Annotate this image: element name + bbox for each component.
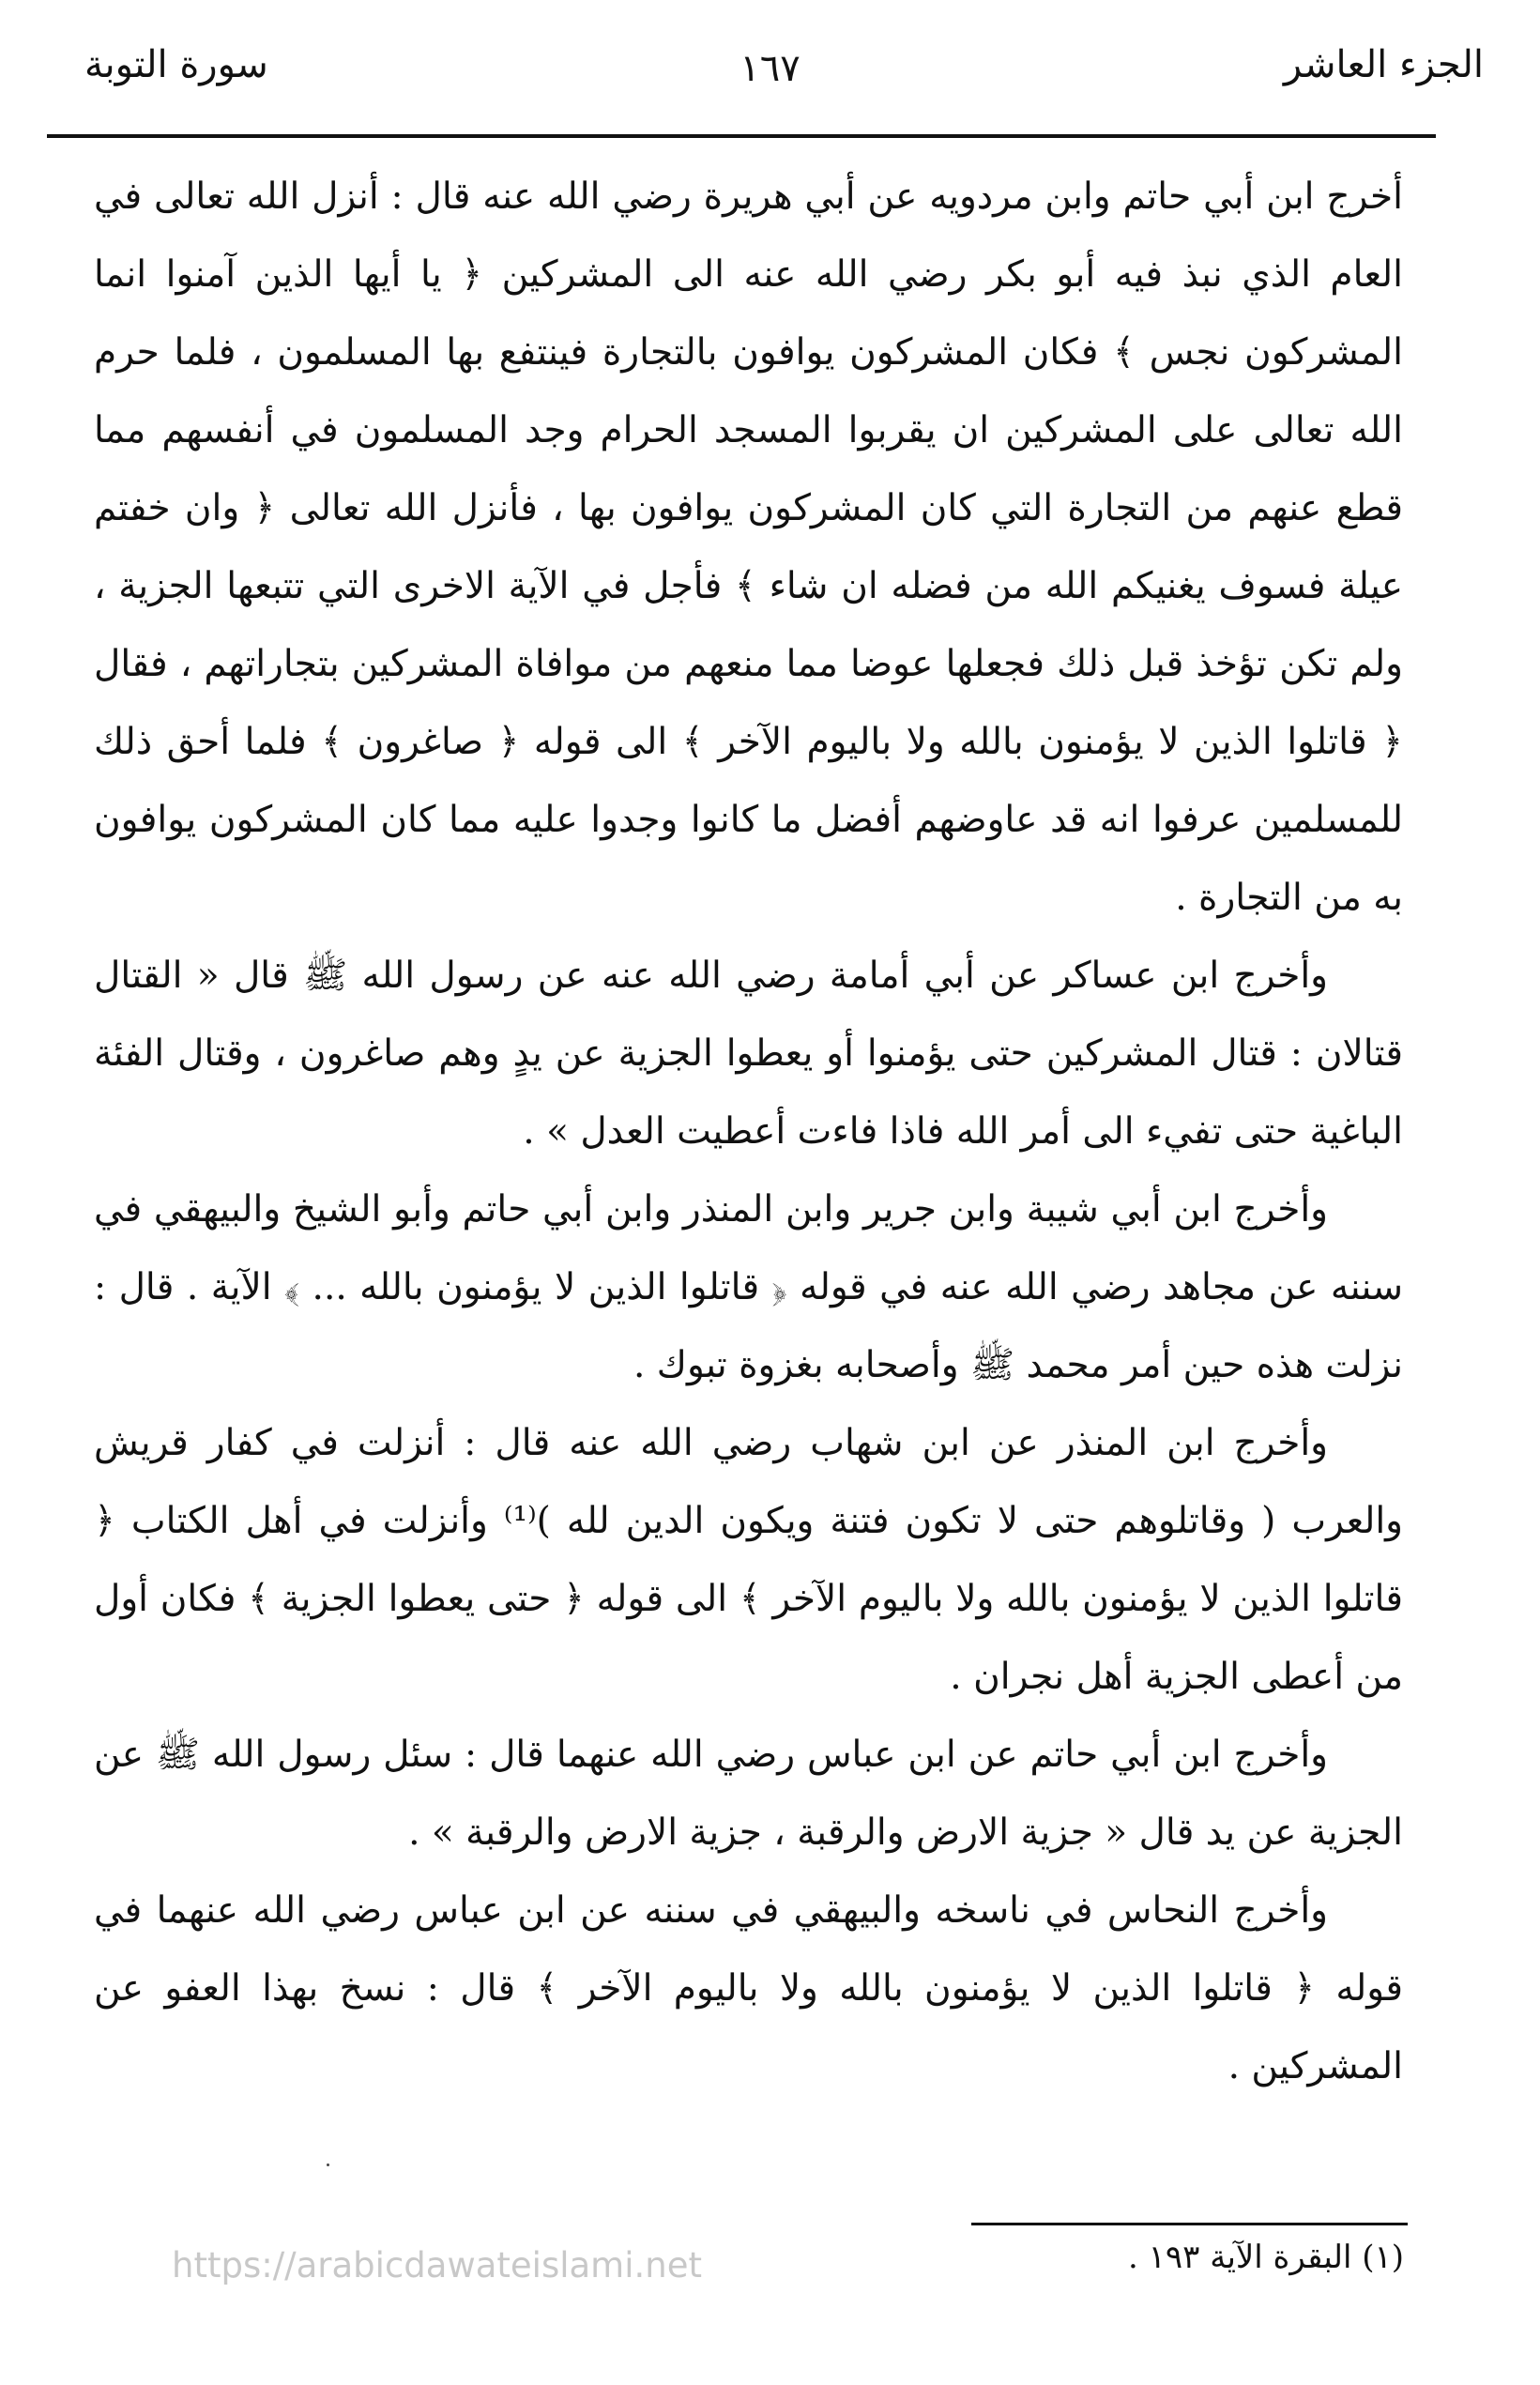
paragraph-6: وأخرج النحاس في ناسخه والبيهقي في سننه عن ابن عباس رضي الله عنهما في قوله ﴿ قاتلوا الذين لا يؤمنون بالله ولا باليوم الآخر ﴾ قال : نسخ بهذا العفو عن المشركين . bbox=[94, 1889, 1403, 2087]
paragraph-1: أخرج ابن أبي حاتم وابن مردويه عن أبي هريرة رضي الله عنه قال : أنزل الله تعالى في العام الذي نبذ فيه أبو بكر رضي الله عنه الى المشركين ﴿ يا أيها الذين آمنوا انما المشركون نجس ﴾ فكان المشركون يوافون بالتجارة فينتفع بها المسلمون ، فلما حرم الله تعالى على المشركين ان يقربوا المسجد الحرام وجد المسلمون في أنفسهم مما قطع عنهم من التجارة التي كان المشركون يوافون بها ، فأنزل الله تعالى ﴿ وان خفتم عيلة فسوف يغنيكم الله من فضله ان شاء ﴾ فأجل في الآية الاخرى التي تتبعها الجزية ، ولم تكن تؤخذ قبل ذلك فجعلها عوضا مما منعهم من موافاة المشركين بتجاراتهم ، فقال ﴿ قاتلوا الذين لا يؤمنون بالله ولا باليوم الآخر ﴾ الى قوله ﴿ صاغرون ﴾ فلما أحق ذلك للمسلمين عرفوا انه قد عاوضهم أفضل ما كانوا وجدوا عليه مما كان المشركون يوافون به من التجارة . bbox=[94, 176, 1403, 919]
page-header bbox=[47, 26, 1493, 111]
part-title: الجزء العاشر bbox=[1283, 43, 1484, 86]
header-divider bbox=[47, 134, 1436, 138]
paragraph-3: وأخرج ابن أبي شيبة وابن جرير وابن المنذر وابن أبي حاتم وأبو الشيخ والبيهقي في سننه عن مجاهد رضي الله عنه في قوله ﴿ قاتلوا الذين لا يؤمنون بالله ... ﴾ الآية . قال : نزلت هذه حين أمر محمد ﷺ وأصحابه بغزوة تبوك . bbox=[94, 1188, 1403, 1386]
scan-speck bbox=[327, 2163, 329, 2166]
surah-title: سورة التوبة bbox=[84, 43, 268, 86]
footnote-divider bbox=[971, 2223, 1408, 2225]
paragraph-4: وأخرج ابن المنذر عن ابن شهاب رضي الله عنه قال : أنزلت في كفار قريش والعرب ( وقاتلوهم حتى لا تكون فتنة ويكون الدين لله )⁽¹⁾ وأنزلت في أهل الكتاب ﴿ قاتلوا الذين لا يؤمنون بالله ولا باليوم الآخر ﴾ الى قوله ﴿ حتى يعطوا الجزية ﴾ فكان أول من أعطى الجزية أهل نجران . bbox=[94, 1422, 1403, 1698]
paragraph-2: وأخرج ابن عساكر عن أبي أمامة رضي الله عنه عن رسول الله ﷺ قال « القتال قتالان : قتال المشركين حتى يؤمنوا أو يعطوا الجزية عن يدٍ وهم صاغرون ، وقتال الفئة الباغية حتى تفيء الى أمر الله فاذا فاءت أعطيت العدل » . bbox=[94, 955, 1403, 1153]
footnote: (١) البقرة الآية ١٩٣ . bbox=[1127, 2239, 1404, 2276]
page-number: ١٦٧ bbox=[740, 47, 800, 90]
watermark-url: https://arabicdawateislami.net bbox=[172, 2245, 702, 2286]
paragraph-5: وأخرج ابن أبي حاتم عن ابن عباس رضي الله عنهما قال : سئل رسول الله ﷺ عن الجزية عن يد قال « جزية الارض والرقبة ، جزية الارض والرقبة » . bbox=[94, 1734, 1403, 1854]
main-text bbox=[94, 158, 1403, 2105]
